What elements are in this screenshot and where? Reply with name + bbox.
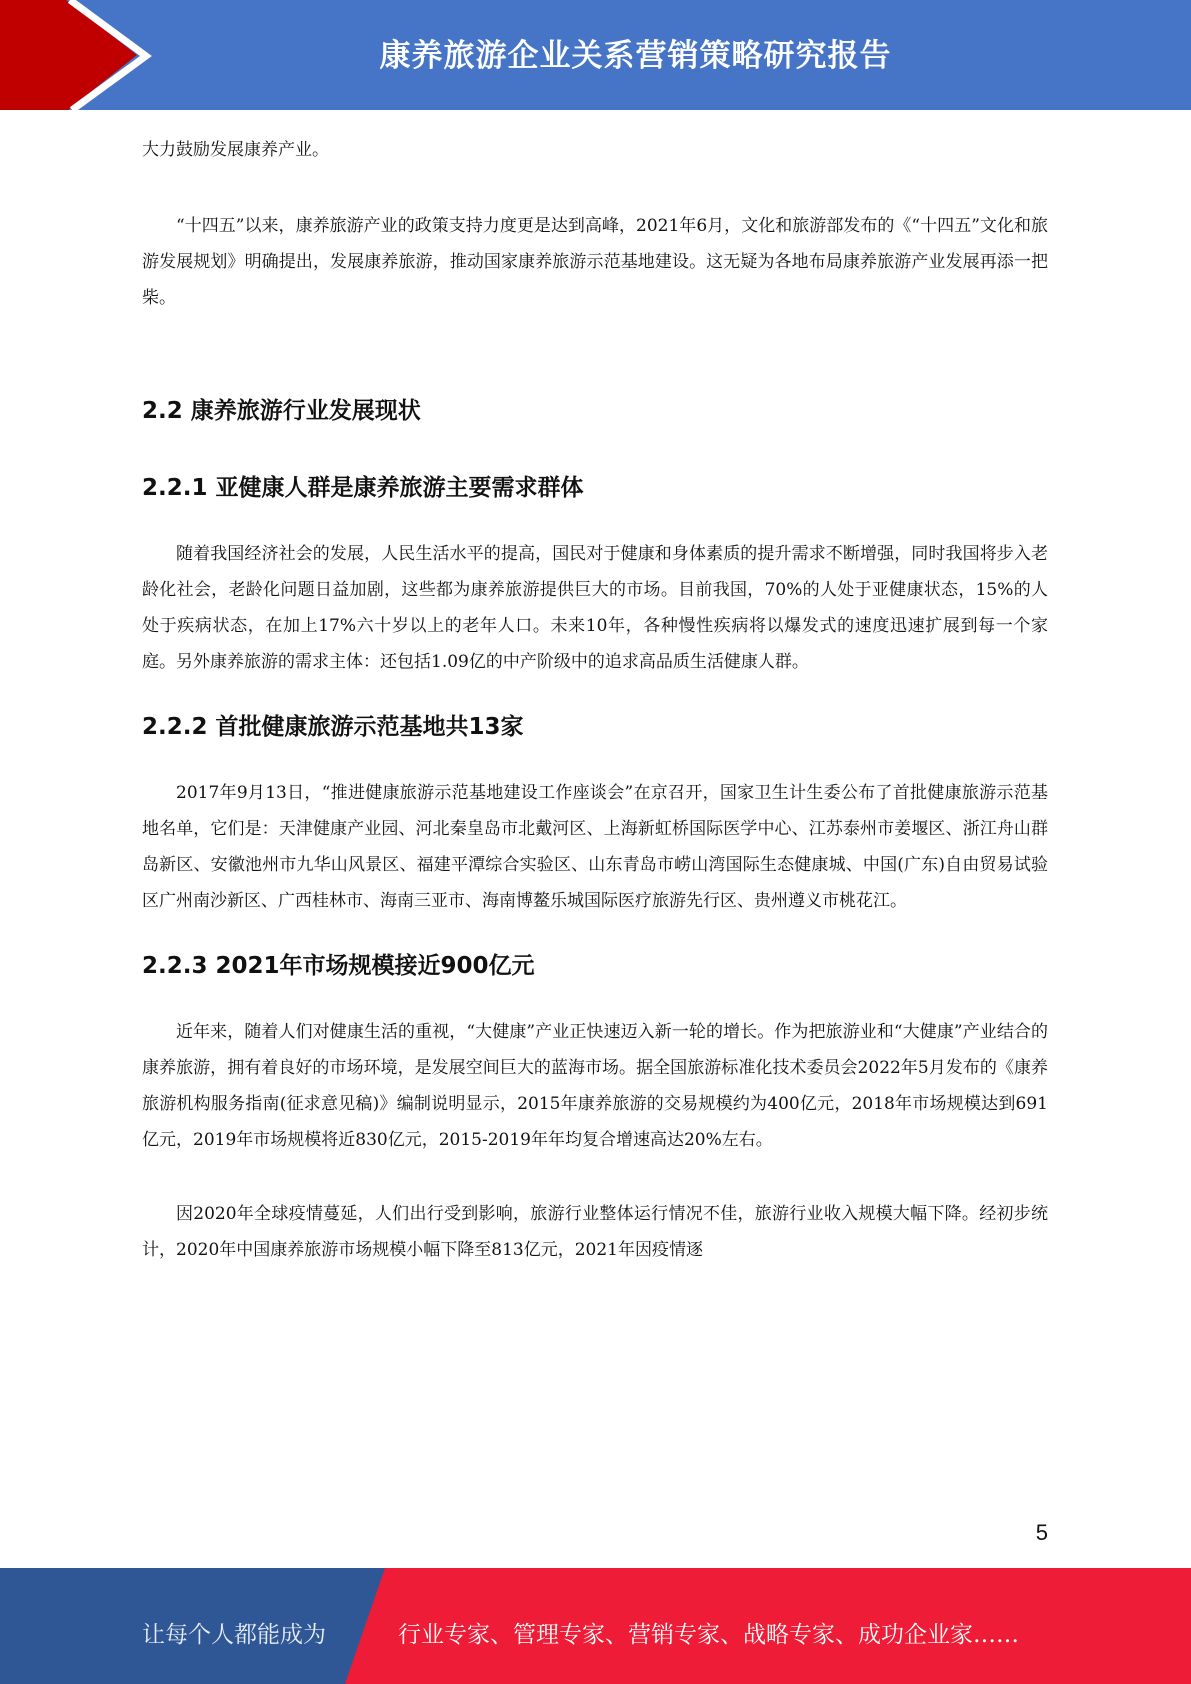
paragraph: “十四五”以来，康养旅游产业的政策支持力度更是达到高峰，2021年6月，文化和旅游部发布的《“十四五”文化和旅游发展规划》明确提出，发展康养旅游，推动国家康养旅游示范基地建设。这无疑为各地布局康养旅游产业发展再添一把柴。 bbox=[142, 216, 1048, 308]
paragraph: 2017年9月13日，“推进健康旅游示范基地建设工作座谈会”在京召开，国家卫生计生委公布了首批健康旅游示范基地名单，它们是：天津健康产业园、河北秦皇岛市北戴河区、上海新虹桥国际医学中心、江苏泰州市姜堰区、浙江舟山群岛新区、安徽池州市九华山风景区、福建平潭综合实验区、山东青岛市崂山湾国际生态健康城、中国(广东)自由贸易试验区广州南沙新区、广西桂林市、海南三亚市、海南博鳌乐城国际医疗旅游先行区、贵州遵义市桃花江。 bbox=[142, 783, 1048, 911]
page-header bbox=[0, 0, 1191, 110]
paragraph: 大力鼓励发展康养产业。 bbox=[142, 140, 329, 160]
subsection-heading: 2.2.1 亚健康人群是康养旅游主要需求群体 bbox=[142, 475, 584, 501]
footer-slogan-left: 让每个人都能成为 bbox=[142, 1622, 326, 1648]
paragraph: 随着我国经济社会的发展，人民生活水平的提高，国民对于健康和身体素质的提升需求不断增强，同时我国将步入老龄化社会，老龄化问题日益加剧，这些都为康养旅游提供巨大的市场。目前我国，70%的人处于亚健康状态，15%的人处于疾病状态，在加上17%六十岁以上的老年人口。未来10年，各种慢性疾病将以爆发式的速度迅速扩展到每一个家庭。另外康养旅游的需求主体：还包括1.09亿的中产阶级中的追求高品质生活健康人群。 bbox=[142, 544, 1048, 672]
subsection-heading: 2.2.3 2021年市场规模接近900亿元 bbox=[142, 953, 535, 979]
page-number: 5 bbox=[1035, 1520, 1048, 1545]
document-body bbox=[142, 132, 1048, 1268]
paragraph: 因2020年全球疫情蔓延，人们出行受到影响，旅游行业整体运行情况不佳，旅游行业收入规模大幅下降。经初步统计，2020年中国康养旅游市场规模小幅下降至813亿元，2021年因疫情逐 bbox=[142, 1204, 1048, 1260]
page-footer bbox=[0, 1568, 1191, 1684]
subsection-heading: 2.2.2 首批健康旅游示范基地共13家 bbox=[142, 714, 524, 740]
paragraph: 近年来，随着人们对健康生活的重视，“大健康”产业正快速迈入新一轮的增长。作为把旅游业和“大健康”产业结合的康养旅游，拥有着良好的市场环境，是发展空间巨大的蓝海市场。据全国旅游标准化技术委员会2022年5月发布的《康养旅游机构服务指南(征求意见稿)》编制说明显示，2015年康养旅游的交易规模约为400亿元，2018年市场规模达到691亿元，2019年市场规模将近830亿元，2015-2019年年均复合增速高达20%左右。 bbox=[142, 1022, 1048, 1150]
footer-slogan-right: 行业专家、管理专家、营销专家、战略专家、成功企业家…… bbox=[398, 1622, 1019, 1648]
header-title: 康养旅游企业关系营销策略研究报告 bbox=[379, 38, 892, 74]
section-heading: 2.2 康养旅游行业发展现状 bbox=[142, 398, 421, 424]
